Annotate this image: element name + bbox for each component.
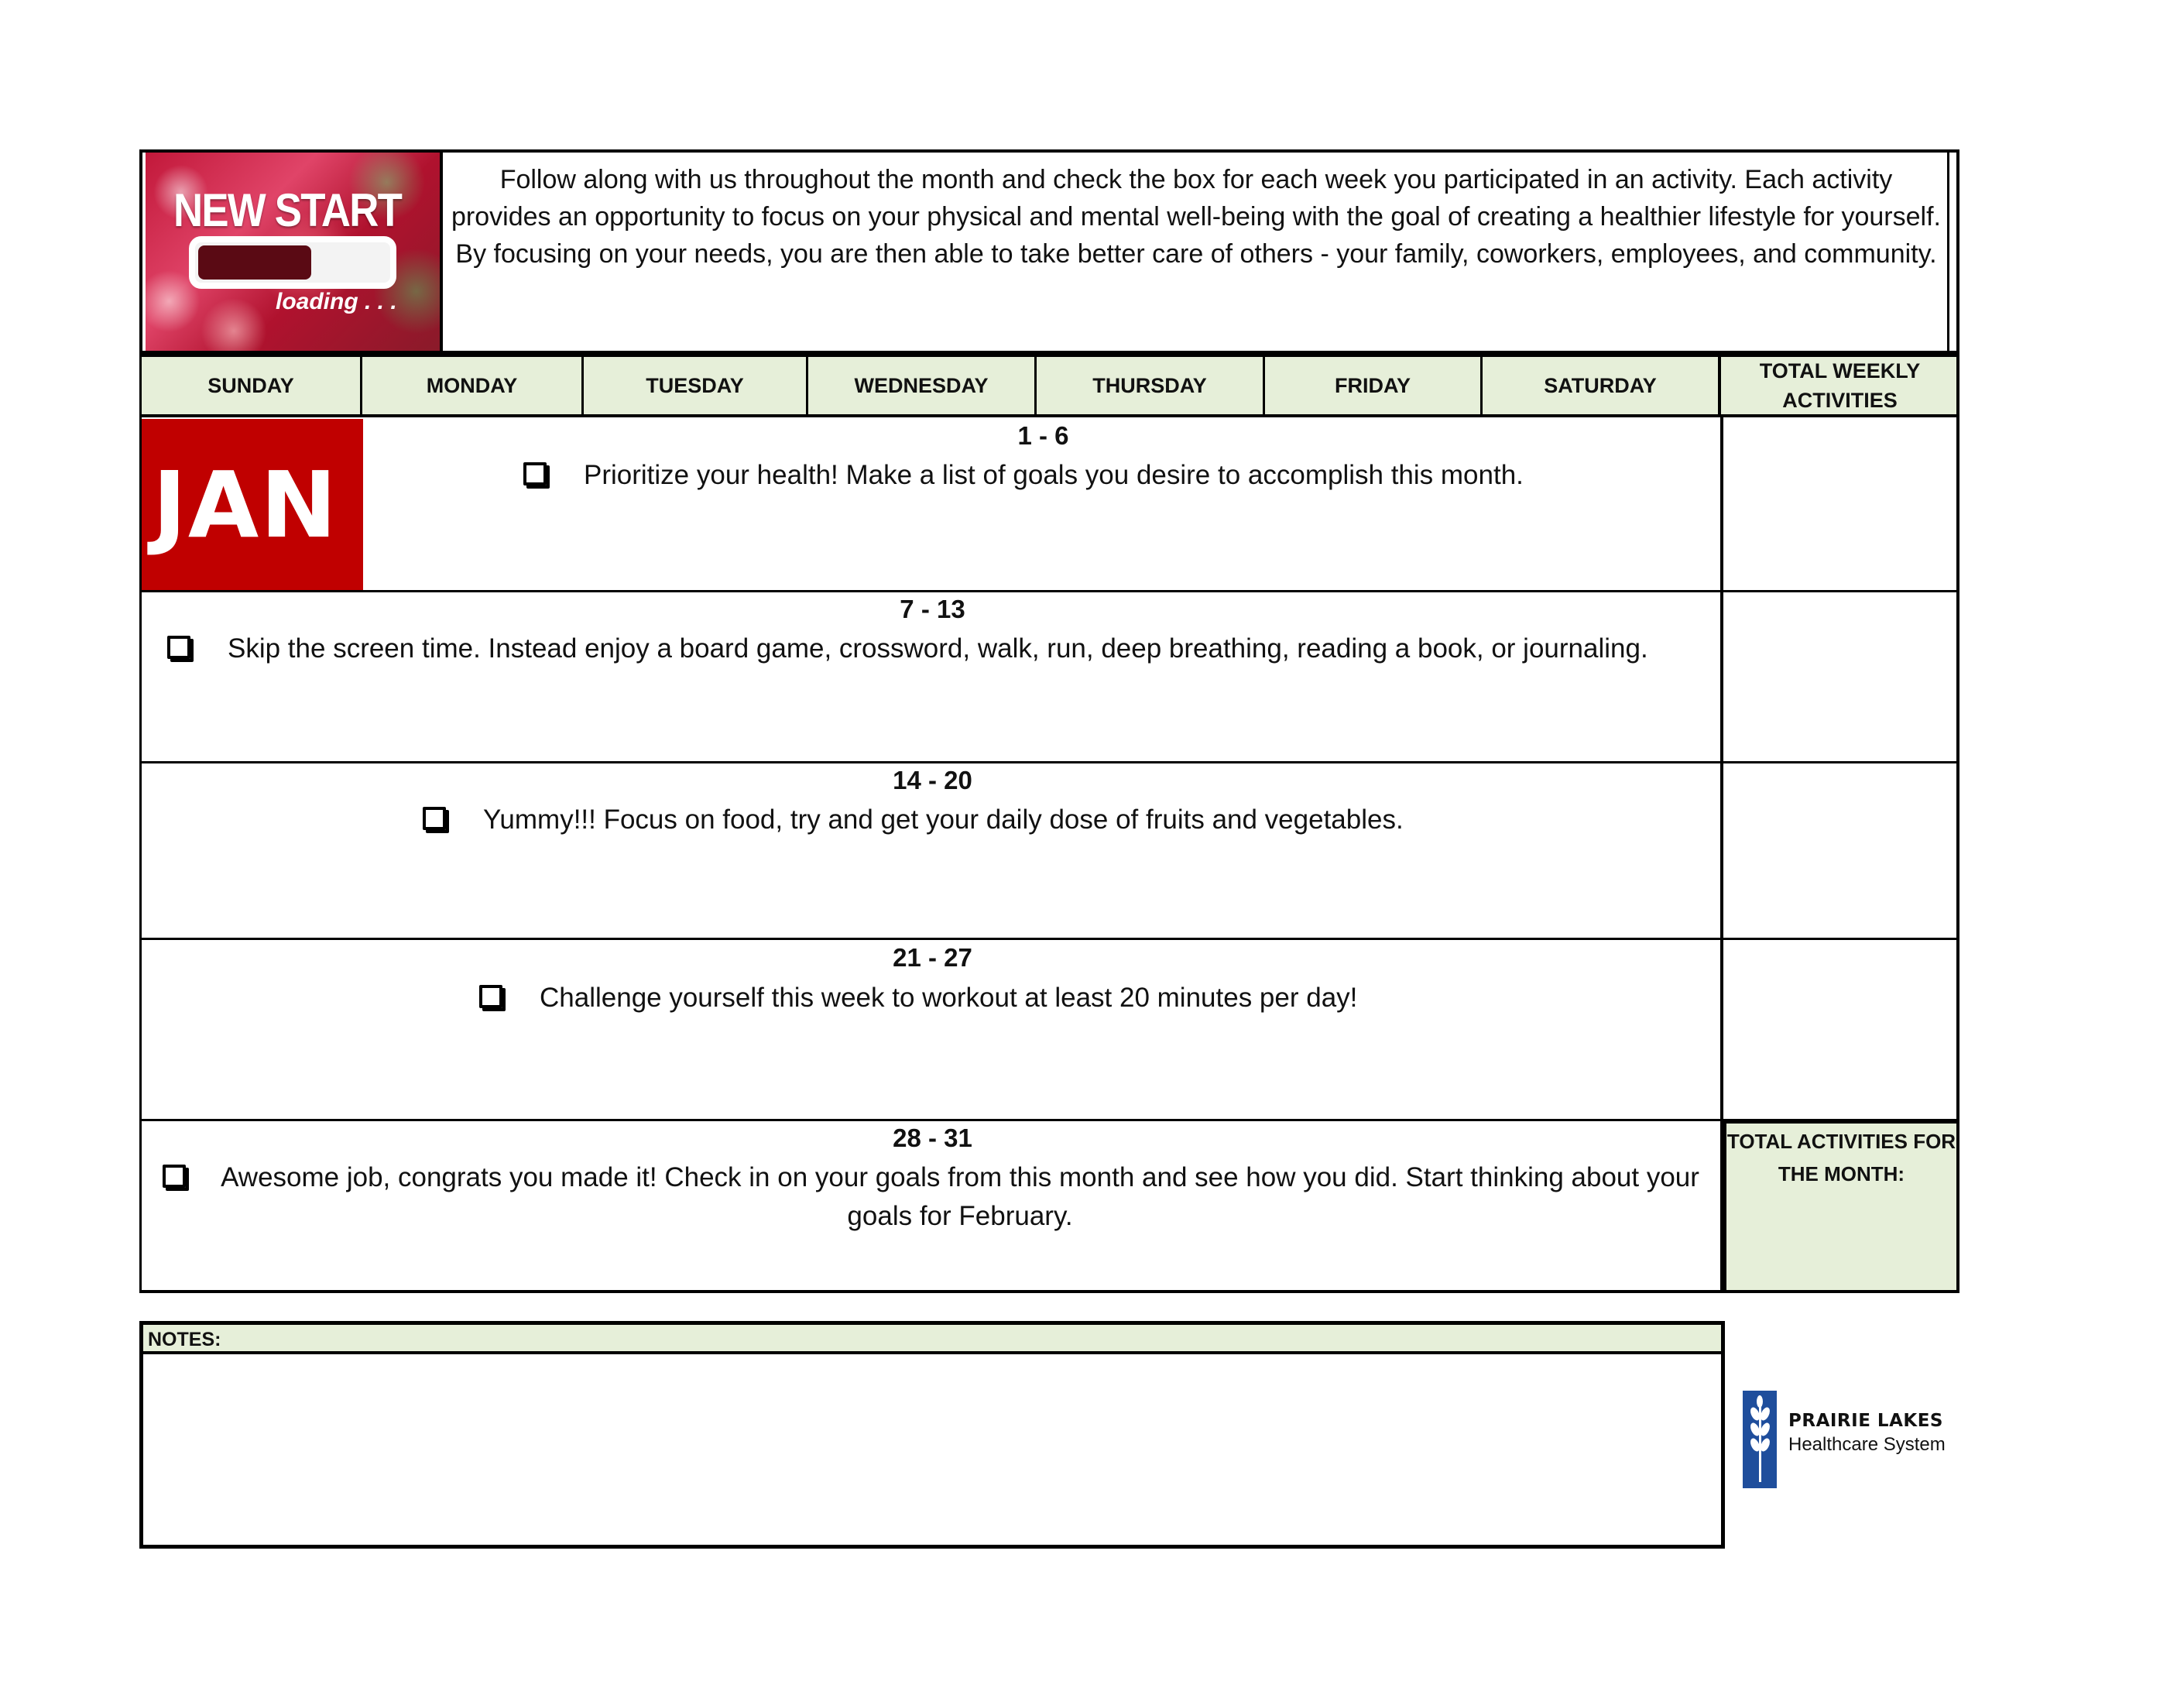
week-1-checkbox[interactable] [523, 462, 547, 485]
week-2-checkbox[interactable] [167, 636, 190, 659]
intro-text: Follow along with us throughout the month and check the box for each week you participated in an activity. Each activity provides an opportunity to focus on your physical and mental well-being with the goal of creating a healthier lifestyle for yourself. By focusing on your needs, you are then able to take better care of others - your family, coworkers, employees, and community. [451, 165, 1941, 269]
week-total-cell-2[interactable] [1723, 592, 1959, 763]
day-header-monday: MONDAY [362, 357, 584, 414]
week-total-cell-1[interactable] [1723, 416, 1959, 592]
month-total-cell[interactable] [1723, 1121, 1959, 1293]
loading-bar [189, 236, 396, 289]
week-3-checkbox[interactable] [423, 807, 446, 830]
week-range-1: 1 - 6 [1017, 421, 1069, 450]
header-right-line [1947, 149, 1949, 354]
day-header-wednesday: WEDNESDAY [808, 357, 1037, 414]
week-range-4: 21 - 27 [893, 943, 972, 972]
week-range-2: 7 - 13 [900, 595, 965, 623]
week-activity-5 [163, 1158, 1716, 1231]
week-activity-text-1: Prioritize your health! Make a list of goals you desire to accomplish this month. [584, 460, 1524, 490]
banner-title: NEW START [173, 184, 402, 236]
loading-bar-fill [198, 245, 311, 280]
day-header-thursday: THURSDAY [1037, 357, 1265, 414]
week-activity-text-2: Skip the screen time. Instead enjoy a board game, crossword, walk, run, deep breathing, reading a book, or journaling. [228, 633, 1648, 664]
logo-subtitle: Healthcare System [1788, 1434, 1946, 1455]
week-4-checkbox[interactable] [479, 985, 502, 1008]
week-activity-4 [479, 979, 1357, 1017]
week-total-cell-4[interactable] [1723, 940, 1959, 1121]
wheat-icon [1743, 1391, 1777, 1488]
day-header-sunday: SUNDAY [142, 357, 362, 414]
day-header-friday: FRIDAY [1265, 357, 1483, 414]
day-header-saturday: SATURDAY [1483, 357, 1721, 414]
new-start-banner-image [146, 153, 440, 351]
day-header-tuesday: TUESDAY [584, 357, 808, 414]
week-activity-3 [423, 801, 1404, 839]
month-total-label: TOTAL ACTIVITIES FOR THE MONTH: [1726, 1130, 1956, 1185]
week-range-5: 28 - 31 [893, 1124, 972, 1152]
week-total-cell-3[interactable] [1723, 763, 1959, 940]
notes-label: NOTES: [143, 1325, 1721, 1354]
week-activity-text-5: Awesome job, congrats you made it! Check in on your goals from this month and see how you did. Start thinking about your goals for February. [221, 1162, 1699, 1231]
week-activity-2 [167, 630, 1648, 668]
total-weekly-header: TOTAL WEEKLY ACTIVITIES [1723, 357, 1956, 414]
logo-name: PRAIRIE LAKES [1788, 1411, 1943, 1431]
week-5-checkbox[interactable] [163, 1165, 186, 1188]
week-range-3: 14 - 20 [893, 766, 972, 794]
month-label: JAN [142, 419, 363, 590]
week-activity-text-3: Yummy!!! Focus on food, try and get your daily dose of fruits and vegetables. [483, 805, 1404, 835]
week-activity-1 [523, 456, 1524, 495]
header-divider [440, 149, 443, 354]
notes-box[interactable] [139, 1321, 1725, 1549]
week-activity-text-4: Challenge yourself this week to workout at least 20 minutes per day! [540, 983, 1358, 1013]
banner-subtitle: loading . . . [276, 289, 397, 314]
